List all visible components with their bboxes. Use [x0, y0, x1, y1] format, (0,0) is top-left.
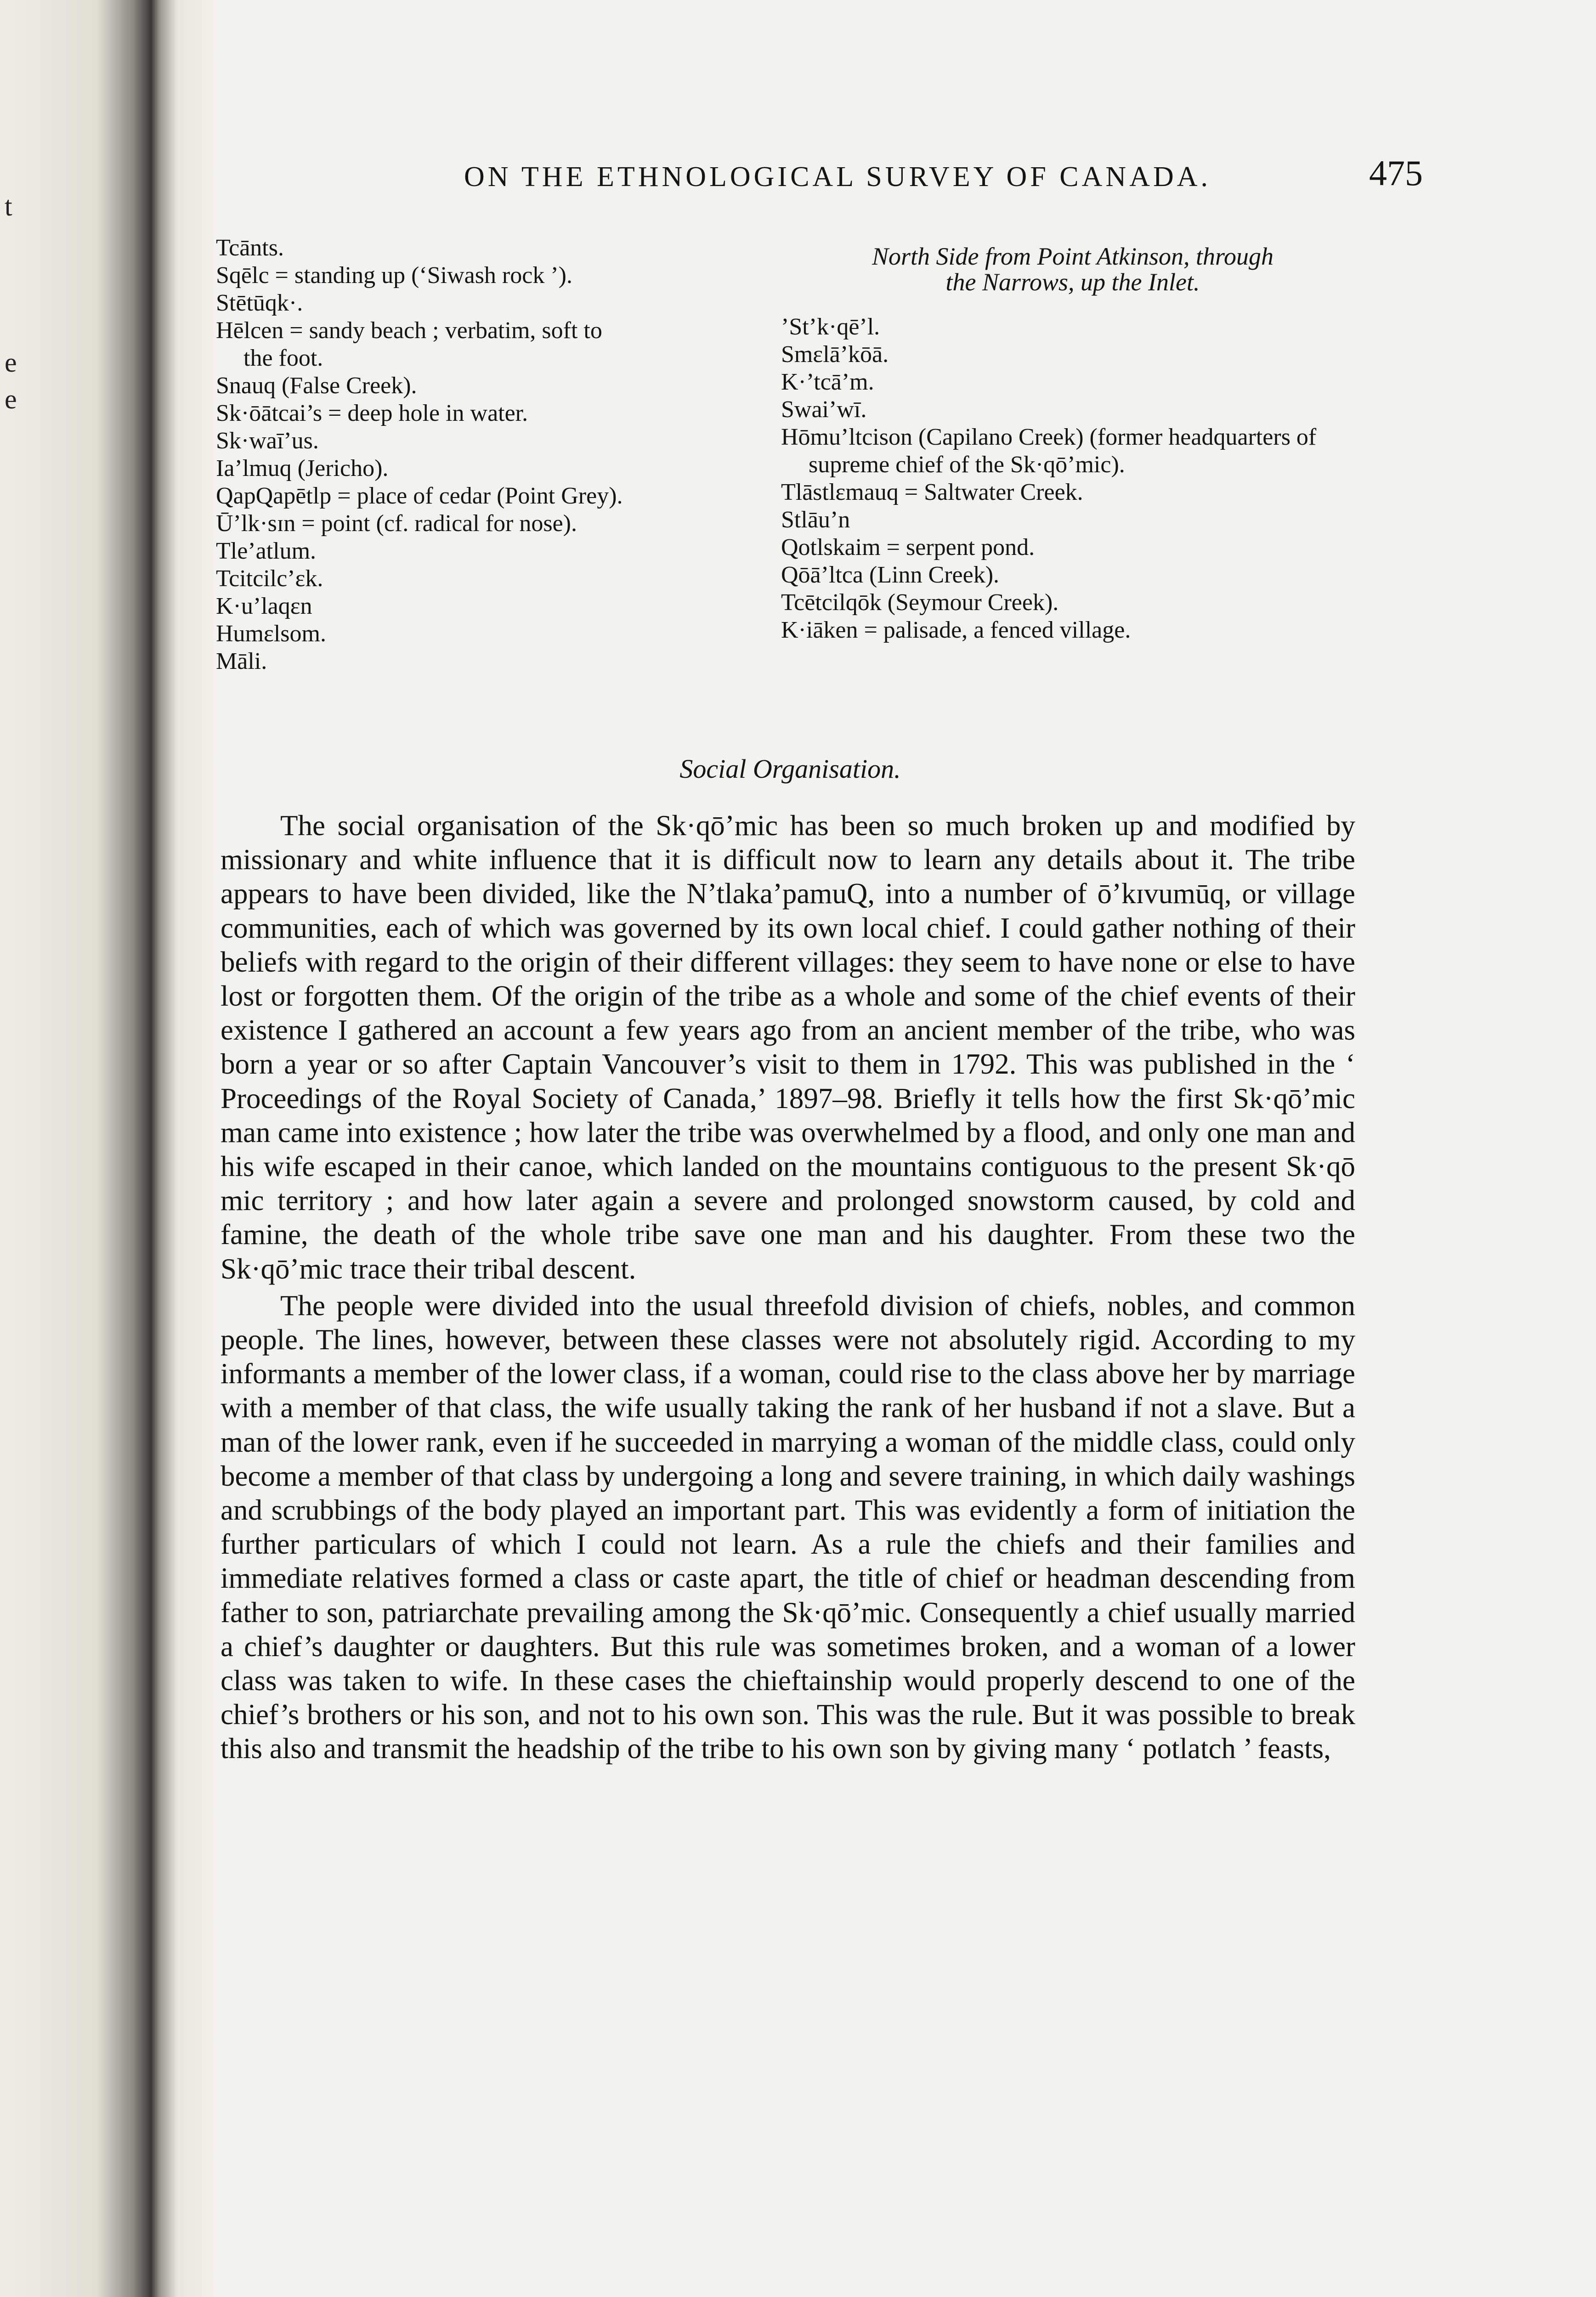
margin-mark: e	[5, 347, 17, 378]
place-name-entry: Ia’lmuq (Jericho).	[216, 455, 389, 481]
body-text	[221, 809, 1355, 1766]
place-name-entry: K·’tcā’m.	[781, 369, 874, 395]
place-name-entry: Māli.	[216, 648, 267, 674]
running-title: ON THE ETHNOLOGICAL SURVEY OF CANADA.	[464, 161, 1211, 192]
place-names-left-column	[216, 234, 776, 675]
paragraph: The people were divided into the usual threefold division of chiefs, nobles, and common people. The lines, however, between these classes were not absolutely rigid. According to my informants a member of the lower class, if a woman, could rise to the class above her by marriage with a member of that class, the wife usually taking the rank of her husband if not a slave. But a man of the lower rank, even if he succeeded in marrying a woman of the middle class, could only become a member of that class by undergoing a long and severe training, in which daily washings and scrubbings of the body played an important part. This was evidently a form of initiation the further particulars of which I could not learn. As a rule the chiefs and their families and immediate relatives formed a class or caste apart, the title of chief or headman descending from father to son, patriarchate prevailing among the Sk·qō’mic. Consequently a chief usually married a chief’s daughter or daughters. But this rule was sometimes broken, and a woman of a lower class was taken to wife. In these cases the chieftainship would properly descend to one of the chief’s brothers or his son, and not to his own son. This was the rule. But it was possible to break this also and transmit the headship of the tribe to his own son by giving many ‘ potlatch ’ feasts,	[221, 1289, 1355, 1765]
place-name-entry: Humɛlsom.	[216, 621, 326, 647]
place-name-entry: Sqēlc = standing up (‘Siwash rock ’).	[216, 262, 572, 289]
place-name-entry: Snauq (False Creek).	[216, 373, 417, 399]
right-heading-line: North Side from Point Atkinson, through	[872, 243, 1274, 270]
section-heading: Social Organisation.	[679, 754, 901, 784]
place-name-entry: Tle’atlum.	[216, 538, 317, 564]
place-name-entry: Hēlcen = sandy beach ; verbatim, soft to	[216, 317, 602, 344]
place-name-entry: ’St’k·qē’l.	[781, 314, 880, 340]
paragraph: The social organisation of the Sk·qō’mic has been so much broken up and modified by missionary and white influence that it is difficult now to learn any details about it. The tribe appears to have been divided, like the N’tlaka’pamuQ, into a number of ō’kɪvumūq, or village communities, each of which was governed by its own local chief. I could gather nothing of their beliefs with regard to the origin of their different villages: they seem to have none or else to have lost or forgotten them. Of the origin of the tribe as a whole and some of the chief events of their existence I gathered an account a few years ago from an ancient member of the tribe, who was born a year or so after Captain Vancouver’s visit to them in 1792. This was published in the ‘ Proceedings of the Royal Society of Canada,’ 1897–98. Briefly it tells how the first Sk·qō’mic man came into existence ; how later the tribe was overwhelmed by a flood, and only one man and his wife escaped in their canoe, which landed on the mountains contiguous to the present Sk·qō mic territory ; and how later again a severe and prolonged snowstorm caused, by cold and famine, the death of the whole tribe save one man and his daughter. From these two the Sk·qō’mic trace their tribal descent.	[221, 809, 1355, 1285]
place-name-entry: Ū’lk·sɪn = point (cf. radical for nose).	[216, 510, 577, 537]
place-name-entry: Qotlskaim = serpent pond.	[781, 534, 1035, 560]
place-name-entry: Tcētcilqōk (Seymour Creek).	[781, 589, 1059, 616]
place-name-entry: Smɛlā’kōā.	[781, 341, 889, 368]
place-name-entry: Tcitcilc’ɛk.	[216, 566, 323, 592]
place-name-entry: Sk·ōātcai’s = deep hole in water.	[216, 400, 528, 426]
place-name-entry: Tcānts.	[216, 235, 284, 261]
place-name-entry: Swai’wī.	[781, 396, 867, 423]
place-names-right-column	[781, 243, 1364, 644]
place-name-entry: Stētūqk·.	[216, 290, 303, 316]
place-name-entry: K·iāken = palisade, a fenced village.	[781, 617, 1131, 643]
book-binding-shadow	[0, 0, 216, 2297]
margin-mark: e	[5, 384, 17, 414]
margin-mark: t	[5, 191, 12, 221]
place-name-entry: Tlāstlɛmauq = Saltwater Creek.	[781, 479, 1083, 505]
page-header	[464, 153, 1423, 202]
place-name-entry: Hōmu’ltcison (Capilano Creek) (former headquarters of supreme chief of the Sk·qō’mic).	[781, 424, 1317, 478]
place-name-entry: Sk·waī’us.	[216, 428, 319, 454]
right-column-heading	[781, 243, 1364, 295]
page-number: 475	[1369, 153, 1423, 193]
place-name-entry: the foot.	[243, 345, 323, 371]
right-heading-line: the Narrows, up the Inlet.	[945, 268, 1200, 296]
place-name-entry: K·u’laqɛn	[216, 593, 312, 619]
place-name-entry: Stlāu’n	[781, 507, 850, 533]
place-name-entry: QapQapētlp = place of cedar (Point Grey).	[216, 483, 623, 509]
place-name-entry: Qōā’ltca (Linn Creek).	[781, 562, 1000, 588]
